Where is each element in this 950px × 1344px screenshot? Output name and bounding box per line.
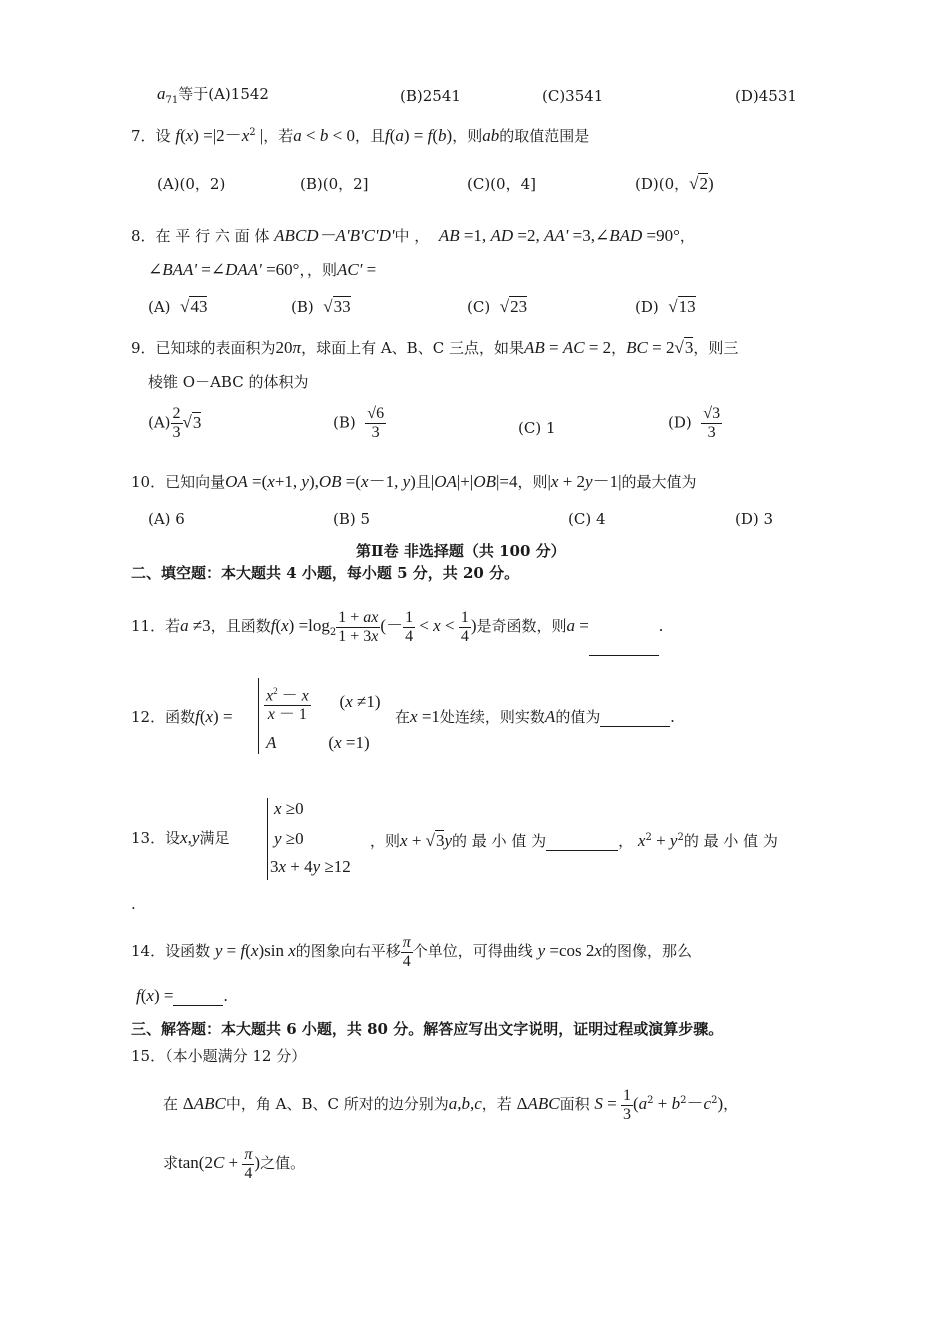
question-11: 11．若a ≠3，且函数$f(x) =\log_2$ $\frac{1 + ax}{1 + 3x}$ (－ $\frac{1}{4}$ < x < $\frac{1}{4}$ )是奇函数，则a = . — [131, 603, 663, 649]
q10-option-c: (C) 4 — [568, 510, 606, 528]
question-12-tail: 在x =1处连续，则实数A的值为 . — [395, 707, 675, 726]
q8-option-c: (C) √23 — [467, 297, 528, 316]
q10-option-a: (A) 6 — [148, 510, 185, 528]
q13-tail-dot: . — [131, 895, 136, 913]
q7-option-d: (D)(0，√2) — [635, 174, 714, 193]
question-15-header: 15．（本小题满分 12 分） — [131, 1047, 307, 1065]
question-7: 7．设 $f(x) =|2-x^2$ |，若a < b < 0，且f(a) = f(b)，则ab的取值范围是 — [131, 126, 590, 145]
q9-option-c: (C) 1 — [518, 419, 556, 437]
q12-case1: $\frac{x^2 - x}{x - 1}$ (x ≠1) — [264, 682, 380, 724]
q7-option-c: (C)(0，4] — [467, 175, 536, 193]
section-fill-in: 二、填空题：本大题共 4 小题，每小题 5 分，共 20 分。 — [131, 564, 520, 582]
q9-option-a: (A) $\frac{2}{3}$ √3 — [148, 405, 202, 441]
q9-option-b: (B) $\frac{√6}{3}$ — [333, 405, 385, 441]
part2-title: 第Ⅱ卷 非选择题（共 100 分） — [356, 542, 566, 560]
q6-option-b: (B)2541 — [400, 87, 461, 105]
q6-option-c: (C)3541 — [542, 87, 604, 105]
q13-cond2: y ≥0 — [274, 829, 304, 848]
q7-option-a: (A)(0，2) — [157, 175, 226, 193]
section-solutions: 三、解答题：本大题共 6 小题，共 80 分。解答应写出文字说明，证明过程或演算步骤。 — [131, 1020, 724, 1038]
q13-cond1: x ≥0 — [274, 799, 304, 818]
q8-option-b: (B) √33 — [291, 297, 351, 316]
q8-option-d: (D) √13 — [635, 297, 696, 316]
question-14-answer: f(x) = . — [136, 986, 228, 1005]
q7-option-b: (B)(0，2] — [300, 175, 369, 193]
q10-option-b: (B) 5 — [333, 510, 371, 528]
question-13-tail: ，则x + √3y的 最 小 值 为 ， $x^2 + y^2$的 最 小 值 为 — [370, 831, 778, 850]
q10-option-d: (D) 3 — [735, 510, 774, 528]
q12-case2: A (x =1) — [266, 733, 370, 752]
question-8: 8．在 平 行 六 面 体 ABCD－A'B'C'D'中 ， AB =1, AD =2, AA' =3,∠BAD =90°， — [131, 226, 695, 245]
question-15-task: 求tan(2C + $\frac{\pi}{4}$ )之值。 — [163, 1145, 306, 1182]
question-8-line2: ∠BAA' =∠DAA' =60°，，则AC' = — [148, 260, 377, 279]
question-9-line2: 棱锥 O－ABC 的体积为 — [148, 373, 309, 391]
question-13-label: 13．设x,y满足 — [131, 828, 230, 847]
q8-option-a: (A) √43 — [148, 297, 208, 316]
question-14: 14．设函数 y = f(x)sin x的图象向右平移 $\frac{\pi}{4}$ 个单位，可得曲线 y =cos 2x的图像，那么 — [131, 933, 692, 970]
question-15-body: 在 ΔABC中，角 A、B、C 所对的边分别为a,b,c，若 ΔABC面积 S = $\frac{1}{3}$ $(a^2 + b^2-c^2)$， — [163, 1086, 739, 1123]
q6-options: $a_{71}$等于(A)1542 — [157, 84, 269, 106]
question-10: 10．已知向量OA =(x+1, y),OB =(x－1, y)且|OA|+|OB|=4，则|x + 2y－1|的最大值为 — [131, 472, 697, 491]
q12-brace — [258, 678, 259, 754]
q6-option-d: (D)4531 — [735, 87, 797, 105]
q13-brace — [267, 798, 268, 880]
question-12-label: 12．函数f(x) = — [131, 707, 233, 726]
question-9: 9．已知球的表面积为20π，球面上有 A、B、C 三点，如果AB = AC = 2，BC = 2√3，则三 — [131, 338, 739, 357]
q9-option-d: (D) $\frac{√3}{3}$ — [668, 405, 721, 441]
q13-cond3: 3x + 4y ≥12 — [270, 857, 351, 876]
